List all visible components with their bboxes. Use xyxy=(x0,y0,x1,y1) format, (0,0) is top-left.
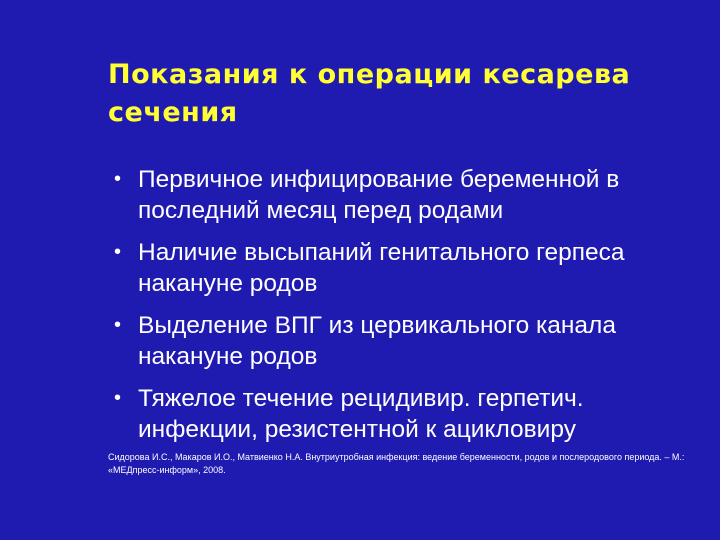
bullet-icon: • xyxy=(114,168,122,190)
list-item xyxy=(108,310,708,372)
bullet-icon: • xyxy=(114,241,122,263)
bullet-text: Наличие высыпаний генитального герпеса накануне родов xyxy=(138,239,625,297)
bullet-list xyxy=(108,164,708,456)
bullet-text: Первичное инфицирование беременной в последний месяц перед родами xyxy=(138,166,620,224)
slide-title: Показания к операции кесарева сечения xyxy=(108,59,631,128)
list-item xyxy=(108,383,708,445)
bullet-text: Выделение ВПГ из цервикального канала накануне родов xyxy=(138,312,616,370)
bullet-icon: • xyxy=(114,314,122,336)
list-item xyxy=(108,237,708,299)
reference-citation: Сидорова И.С., Макаров И.О., Матвиенко Н.А. Внутриутробная инфекция: ведение беременности, родов и послеродового периода. – М.: «МЕДпресс-информ», 2008. xyxy=(108,452,685,475)
bullet-icon: • xyxy=(114,387,122,409)
bullet-text: Тяжелое течение рецидивир. герпетич. инфекции, резистентной к ацикловиру xyxy=(138,385,584,443)
list-item xyxy=(108,164,708,226)
